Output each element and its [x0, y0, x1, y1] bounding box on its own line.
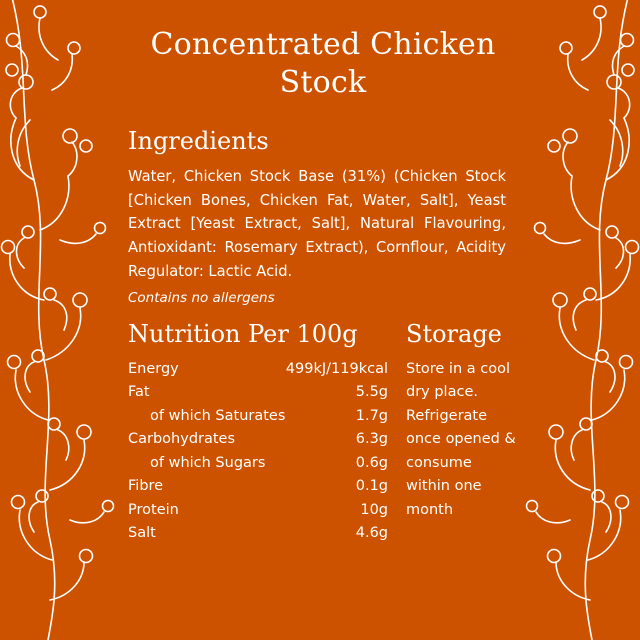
nutrition-value: 0.6g [355, 454, 388, 471]
table-row [128, 405, 388, 428]
table-row [128, 452, 388, 475]
nutrition-table [128, 358, 388, 546]
nutrition-label: Energy [128, 360, 179, 377]
table-row [128, 475, 388, 498]
ingredients-heading: Ingredients [128, 126, 269, 155]
floral-vine-right-icon [510, 0, 640, 640]
nutrition-value: 10g [360, 501, 388, 518]
storage-heading: Storage [406, 319, 502, 348]
nutrition-label: Carbohydrates [128, 431, 236, 448]
nutrition-label: Fat [128, 384, 150, 401]
allergens-note: Contains no allergens [128, 289, 275, 306]
table-row [128, 522, 388, 545]
table-row [128, 499, 388, 522]
ingredients-text: Water, Chicken Stock Base (31%) (Chicken Stock [Chicken Bones, Chicken Fat, Water, Salt], Yeast Extract [Yeast Extract, Salt], Natural Flavouring, Antioxidant: Rosemary Extract), Cornflour, Acidity Regulator: Lactic Acid. [128, 167, 506, 281]
page-title: Concentrated Chicken Stock [150, 27, 496, 101]
nutrition-label: Protein [128, 501, 179, 518]
nutrition-value: 0.1g [355, 478, 388, 495]
floral-vine-left-icon [0, 0, 130, 640]
nutrition-value: 4.6g [355, 525, 388, 542]
label-content [128, 0, 518, 640]
nutrition-value: 5.5g [355, 384, 388, 401]
storage-section [406, 320, 518, 546]
nutrition-value: 1.7g [355, 407, 388, 424]
table-row [128, 428, 388, 451]
table-row [128, 358, 388, 381]
storage-text: Store in a cool dry place. Refrigerate once opened & consume within one month [406, 360, 516, 518]
nutrition-value: 499kJ/119kcal [285, 360, 388, 377]
nutrition-storage-row [128, 320, 518, 546]
nutrition-label: of which Sugars [150, 454, 266, 471]
table-row [128, 381, 388, 404]
nutrition-label: of which Saturates [150, 407, 286, 424]
nutrition-value: 6.3g [355, 431, 388, 448]
nutrition-section [128, 320, 406, 546]
nutrition-label: Fibre [128, 478, 164, 495]
nutrition-label: Salt [128, 525, 156, 542]
nutrition-heading: Nutrition Per 100g [128, 319, 358, 348]
